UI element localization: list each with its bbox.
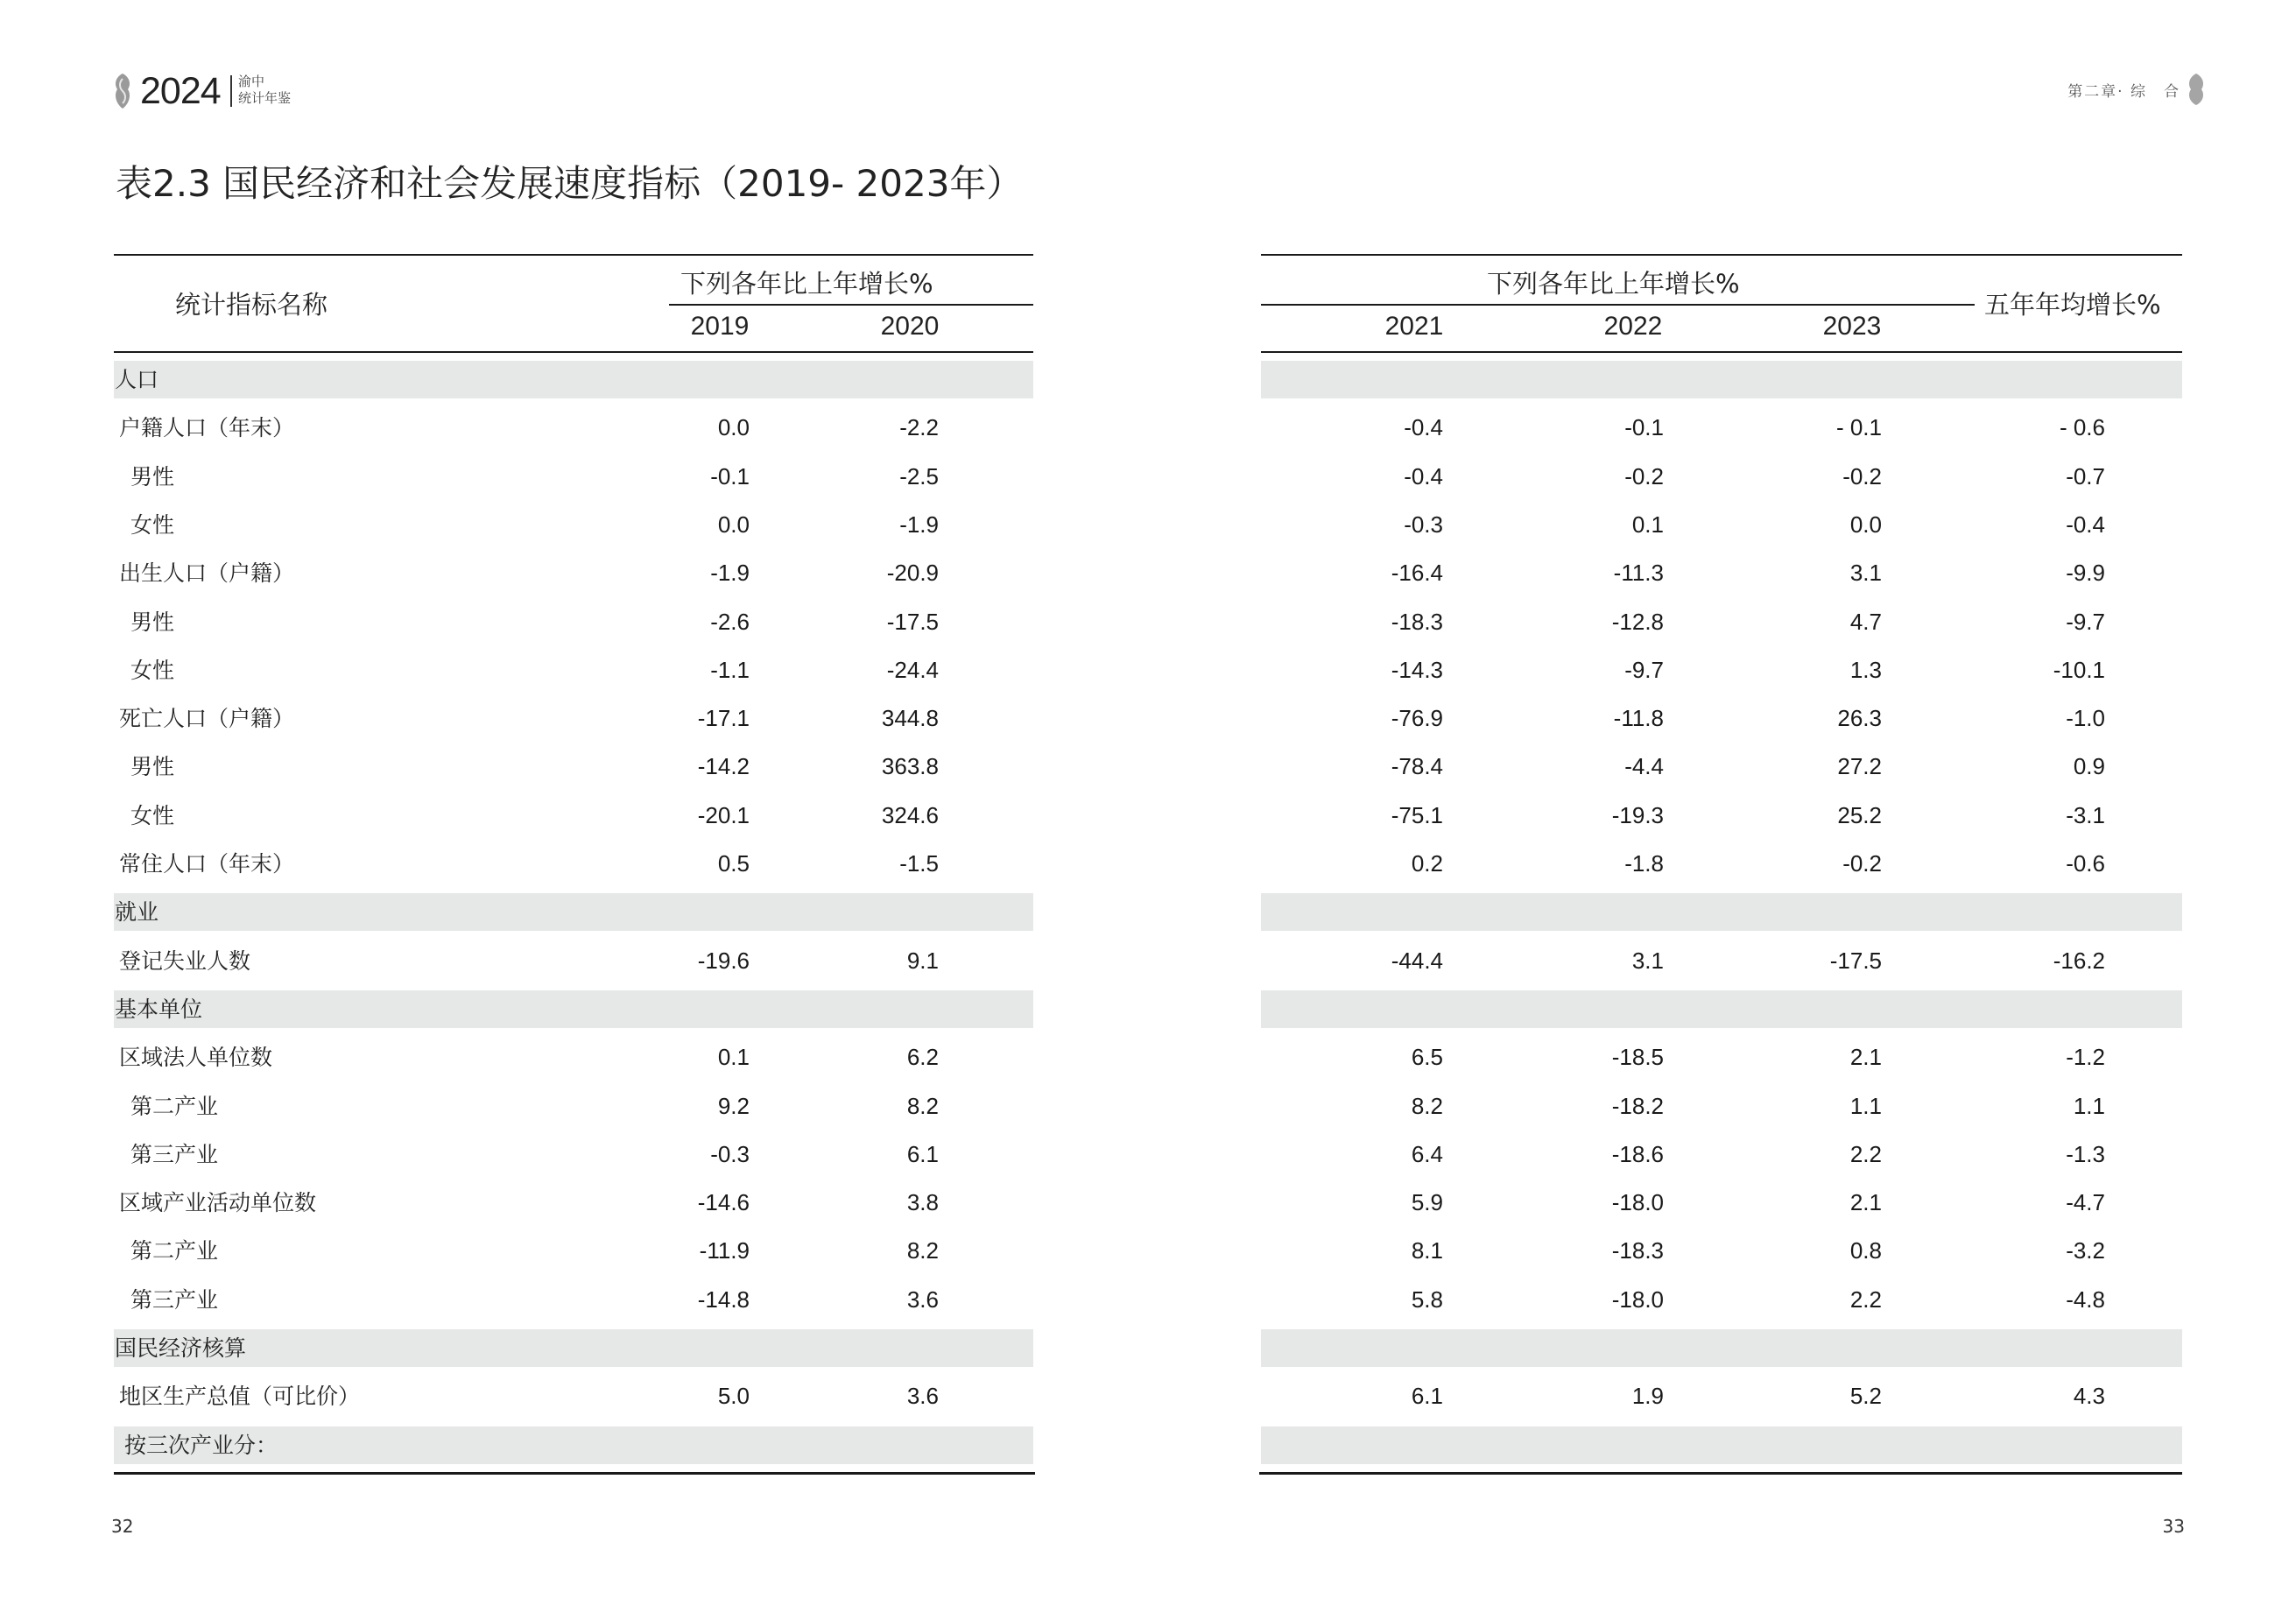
value-cell: 5.8 (1411, 1285, 1443, 1313)
value-cell: 8.2 (906, 1237, 939, 1264)
value-cell: -0.2 (1842, 850, 1882, 877)
value-cell: -18.3 (1611, 1237, 1664, 1264)
value-cell: -1.2 (2066, 1044, 2105, 1071)
value-cell: -0.1 (710, 462, 750, 490)
value-cell: -18.5 (1611, 1044, 1664, 1071)
value-cell: -0.4 (1404, 414, 1443, 441)
growth-header-left: 下列各年比上年增长% (680, 269, 933, 299)
right-bottom-rule (1259, 1472, 2182, 1475)
value-cell: 3.6 (906, 1383, 939, 1410)
yearbook-name (238, 74, 291, 107)
value-cell: 2.2 (1849, 1285, 1882, 1313)
value-cell: -16.2 (2053, 947, 2105, 974)
value-cell: - 0.1 (1835, 414, 1882, 441)
yearbook-name-line1: 渝中 (238, 74, 265, 89)
five-year-average-header: 五年年均增长% (1984, 290, 2161, 320)
section-label: 基本单位 (115, 996, 203, 1022)
indicator-label: 户籍人口（年末） (119, 415, 295, 441)
value-cell: -24.4 (886, 656, 939, 683)
section-label: 按三次产业分： (124, 1432, 278, 1458)
value-cell: 2.1 (1849, 1044, 1882, 1071)
value-cell: -17.1 (697, 705, 750, 732)
year-header-2021: 2021 (1384, 312, 1444, 341)
value-cell: -44.4 (1391, 947, 1443, 974)
value-cell: 363.8 (881, 753, 939, 780)
value-cell: -76.9 (1391, 705, 1443, 732)
value-cell: -19.6 (697, 947, 750, 974)
value-cell: -18.6 (1611, 1140, 1664, 1167)
indicator-label: 女性 (130, 511, 175, 538)
value-cell: -11.8 (1613, 705, 1664, 732)
indicator-label: 出生人口（户籍） (119, 560, 295, 587)
value-cell: -14.2 (697, 753, 750, 780)
left-subheader-rule (669, 304, 1033, 306)
table-title: 表2.3 国民经济和社会发展速度指标（2019- 2023年） (116, 162, 1024, 205)
value-cell: -9.7 (1624, 656, 1664, 683)
section-band-left (114, 990, 1033, 1028)
value-cell: -11.3 (1613, 560, 1664, 587)
section-label: 就业 (115, 899, 159, 926)
value-cell: -18.0 (1611, 1285, 1664, 1313)
value-cell: 0.2 (1411, 850, 1443, 877)
section-label: 人口 (115, 367, 159, 392)
yearbook-name-line2: 统计年鉴 (238, 90, 292, 106)
right-subheader-rule (1261, 304, 1975, 306)
value-cell: - 0.6 (2059, 414, 2105, 441)
value-cell: -14.6 (697, 1189, 750, 1216)
value-cell: -75.1 (1391, 801, 1443, 828)
value-cell: -0.6 (2066, 850, 2105, 877)
indicator-name-header: 统计指标名称 (175, 290, 328, 320)
value-cell: -4.7 (2066, 1189, 2105, 1216)
section-band-right (1261, 361, 2182, 398)
value-cell: -18.0 (1611, 1189, 1664, 1216)
indicator-label: 常住人口（年末） (119, 851, 295, 877)
indicator-label: 男性 (130, 463, 175, 490)
value-cell: -3.1 (2066, 801, 2105, 828)
value-cell: -0.3 (1404, 511, 1443, 538)
value-cell: 6.1 (906, 1140, 939, 1167)
value-cell: -9.7 (2066, 608, 2105, 635)
value-cell: 3.6 (906, 1285, 939, 1313)
value-cell: 6.5 (1411, 1044, 1443, 1071)
value-cell: 0.1 (1631, 511, 1664, 538)
year-header-2022: 2022 (1603, 312, 1663, 341)
value-cell: 2.2 (1849, 1140, 1882, 1167)
indicator-label: 第二产业 (130, 1238, 219, 1264)
value-cell: -1.0 (2066, 705, 2105, 732)
left-top-rule (114, 254, 1033, 256)
value-cell: -1.3 (2066, 1140, 2105, 1167)
indicator-label: 女性 (130, 657, 175, 683)
indicator-label: 第三产业 (130, 1286, 219, 1313)
value-cell: 8.2 (1411, 1092, 1443, 1119)
section-label: 国民经济核算 (115, 1335, 247, 1361)
section-band-right (1261, 990, 2182, 1028)
indicator-label: 第三产业 (130, 1141, 219, 1167)
value-cell: -0.4 (1404, 462, 1443, 490)
value-cell: -14.8 (697, 1285, 750, 1313)
section-band-left (114, 1329, 1033, 1367)
value-cell: -14.3 (1391, 656, 1443, 683)
value-cell: -11.9 (699, 1237, 750, 1264)
left-bottom-rule (114, 1472, 1035, 1475)
value-cell: 2.1 (1849, 1189, 1882, 1216)
value-cell: 0.0 (1849, 511, 1882, 538)
value-cell: -2.2 (899, 414, 939, 441)
value-cell: 6.1 (1411, 1383, 1443, 1410)
chapter-logo-icon (2186, 72, 2207, 107)
value-cell: 0.1 (717, 1044, 750, 1071)
value-cell: -2.5 (899, 462, 939, 490)
value-cell: -20.1 (697, 801, 750, 828)
logo-divider (230, 75, 232, 107)
yearbook-year: 2024 (140, 70, 221, 112)
indicator-label: 区域法人单位数 (119, 1045, 273, 1071)
section-band-right (1261, 1426, 2182, 1464)
value-cell: 1.9 (1631, 1383, 1664, 1410)
value-cell: 6.2 (906, 1044, 939, 1071)
indicator-label: 登记失业人数 (119, 947, 251, 974)
value-cell: -17.5 (886, 608, 939, 635)
value-cell: -0.3 (710, 1140, 750, 1167)
page-number-right: 33 (2162, 1516, 2185, 1537)
section-band-right (1261, 893, 2182, 931)
value-cell: -12.8 (1611, 608, 1664, 635)
value-cell: 1.1 (1849, 1092, 1882, 1119)
year-header-2023: 2023 (1822, 312, 1882, 341)
yearbook-logo-icon (112, 72, 133, 110)
indicator-label: 男性 (130, 609, 175, 635)
value-cell: 3.1 (1631, 947, 1664, 974)
value-cell: -4.4 (1624, 753, 1664, 780)
value-cell: 0.9 (2073, 753, 2105, 780)
value-cell: -2.6 (710, 608, 750, 635)
year-header-2020: 2020 (880, 312, 940, 341)
value-cell: 3.1 (1849, 560, 1882, 587)
value-cell: -9.9 (2066, 560, 2105, 587)
chapter-title: 第二章· 综 合 (2067, 83, 2180, 101)
indicator-label: 男性 (130, 754, 175, 780)
value-cell: -17.5 (1829, 947, 1882, 974)
value-cell: -19.3 (1611, 801, 1664, 828)
value-cell: 5.2 (1849, 1383, 1882, 1410)
value-cell: 8.2 (906, 1092, 939, 1119)
value-cell: -18.2 (1611, 1092, 1664, 1119)
right-top-rule (1261, 254, 2182, 256)
value-cell: -3.2 (2066, 1237, 2105, 1264)
value-cell: 0.8 (1849, 1237, 1882, 1264)
right-header-rule (1261, 351, 2182, 353)
value-cell: -10.1 (2053, 656, 2105, 683)
value-cell: 5.9 (1411, 1189, 1443, 1216)
indicator-label: 区域产业活动单位数 (119, 1190, 317, 1216)
value-cell: -4.8 (2066, 1285, 2105, 1313)
section-band-right (1261, 1329, 2182, 1367)
value-cell: 6.4 (1411, 1140, 1443, 1167)
value-cell: 0.0 (717, 414, 750, 441)
value-cell: 5.0 (717, 1383, 750, 1410)
indicator-label: 女性 (130, 802, 175, 828)
left-header-rule (114, 351, 1033, 353)
value-cell: 25.2 (1837, 801, 1882, 828)
value-cell: 3.8 (906, 1189, 939, 1216)
value-cell: 4.3 (2073, 1383, 2105, 1410)
value-cell: -0.2 (1624, 462, 1664, 490)
value-cell: -1.9 (899, 511, 939, 538)
value-cell: 26.3 (1837, 705, 1882, 732)
section-band-left (114, 893, 1033, 931)
value-cell: -78.4 (1391, 753, 1443, 780)
value-cell: 1.1 (2073, 1092, 2105, 1119)
page-number-left: 32 (111, 1516, 134, 1537)
value-cell: -16.4 (1391, 560, 1443, 587)
value-cell: -1.5 (899, 850, 939, 877)
value-cell: -0.4 (2066, 511, 2105, 538)
value-cell: -0.7 (2066, 462, 2105, 490)
value-cell: 9.1 (906, 947, 939, 974)
value-cell: -1.8 (1624, 850, 1664, 877)
value-cell: 0.0 (717, 511, 750, 538)
value-cell: -1.1 (710, 656, 750, 683)
indicator-label: 第二产业 (130, 1093, 219, 1119)
value-cell: 27.2 (1837, 753, 1882, 780)
value-cell: -0.1 (1624, 414, 1664, 441)
value-cell: -20.9 (886, 560, 939, 587)
value-cell: 0.5 (717, 850, 750, 877)
value-cell: -1.9 (710, 560, 750, 587)
value-cell: -18.3 (1391, 608, 1443, 635)
indicator-label: 死亡人口（户籍） (119, 706, 295, 732)
value-cell: 4.7 (1849, 608, 1882, 635)
value-cell: -0.2 (1842, 462, 1882, 490)
value-cell: 1.3 (1849, 656, 1882, 683)
value-cell: 9.2 (717, 1092, 750, 1119)
value-cell: 8.1 (1411, 1237, 1443, 1264)
value-cell: 324.6 (881, 801, 939, 828)
value-cell: 344.8 (881, 705, 939, 732)
indicator-label: 地区生产总值（可比价） (119, 1384, 361, 1410)
growth-header-right: 下列各年比上年增长% (1487, 269, 1740, 299)
section-band-left (114, 361, 1033, 398)
year-header-2019: 2019 (690, 312, 750, 341)
